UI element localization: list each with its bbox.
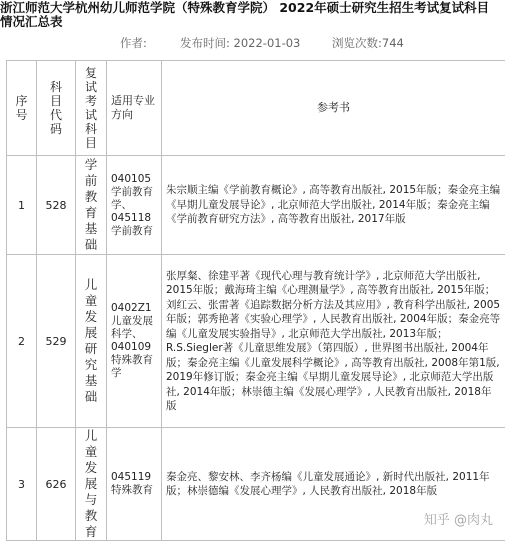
header-subject: 复试考试科目 [76, 61, 107, 156]
cell-subject: 儿童发展与教育 [76, 428, 107, 541]
header-seq: 序号 [7, 61, 37, 156]
cell-subject: 儿童发展研究基础 [76, 255, 107, 428]
article-meta [0, 34, 505, 52]
author-label: 作者: [120, 34, 147, 52]
title-line-2: 情况汇总表 [0, 15, 63, 29]
cell-seq: 2 [7, 255, 37, 428]
cell-direction: 040105 学前教育学、045118 学前教育 [107, 156, 162, 255]
exam-subjects-table [6, 60, 505, 541]
cell-direction: 0402Z1 儿童发展科学、040109 特殊教育学 [107, 255, 162, 428]
cell-code: 528 [37, 156, 76, 255]
table-row [7, 255, 505, 428]
header-refs: 参考书 [162, 61, 505, 156]
cell-code: 529 [37, 255, 76, 428]
cell-seq: 1 [7, 156, 37, 255]
watermark: 知乎 @肉丸 [424, 509, 493, 528]
header-direction: 适用专业方向 [107, 61, 162, 156]
cell-refs: 秦金亮、黎安林、李齐杨编《儿童发展通论》, 新时代出版社, 2011年版；林崇德编《发展心理学》, 人民教育出版社, 2018年版 [162, 428, 505, 541]
cell-refs: 张厚粲、徐建平著《现代心理与教育统计学》, 北京师范大学出版社, 2015年版；戴海琦主编《心理测量学》, 高等教育出版社, 2015年版；刘红云、张雷著《追踪数据分析方法及其应用》, 教育科学出版社, 2005年版；郭秀艳著《实验心理学》, 人民教育出版社, 2004年版；秦金亮等编《儿童发展实验指导》, 北京师范大学出版社, 2013年版；R.S.Siegler著《儿童思维发展》（第四版）, 世界图书出版社, 2004年版；秦金亮主编《儿童发展科学概论》, 高等教育出版社, 2008年第1版, 2019年修订版；秦金亮主编《早期儿童发展导论》, 北京师范大学出版社, 2014年版；林崇德主编《发展心理学》, 人民教育出版社, 2018年版 [162, 255, 505, 428]
cell-refs: 朱宗顺主编《学前教育概论》, 高等教育出版社, 2015年版；秦金亮主编《早期儿童发展导论》, 北京师范大学出版社, 2014年版；秦金亮主编《学前教育研究方法》, 高等教育出版社, 2017年版 [162, 156, 505, 255]
page-title [0, 0, 505, 30]
cell-subject: 学前教育基础 [76, 156, 107, 255]
header-code: 科目代码 [37, 61, 76, 156]
cell-code: 626 [37, 428, 76, 541]
publish-date: 发布时间: 2022-01-03 [180, 34, 300, 52]
table-header-row [7, 61, 505, 156]
cell-direction: 045119 特殊教育 [107, 428, 162, 541]
title-line-1: 浙江师范大学杭州幼儿师范学院（特殊教育学院） 2022年硕士研究生招生考试复试科目 [0, 1, 489, 15]
table-row [7, 156, 505, 255]
view-count: 浏览次数:744 [332, 34, 404, 52]
cell-seq: 3 [7, 428, 37, 541]
